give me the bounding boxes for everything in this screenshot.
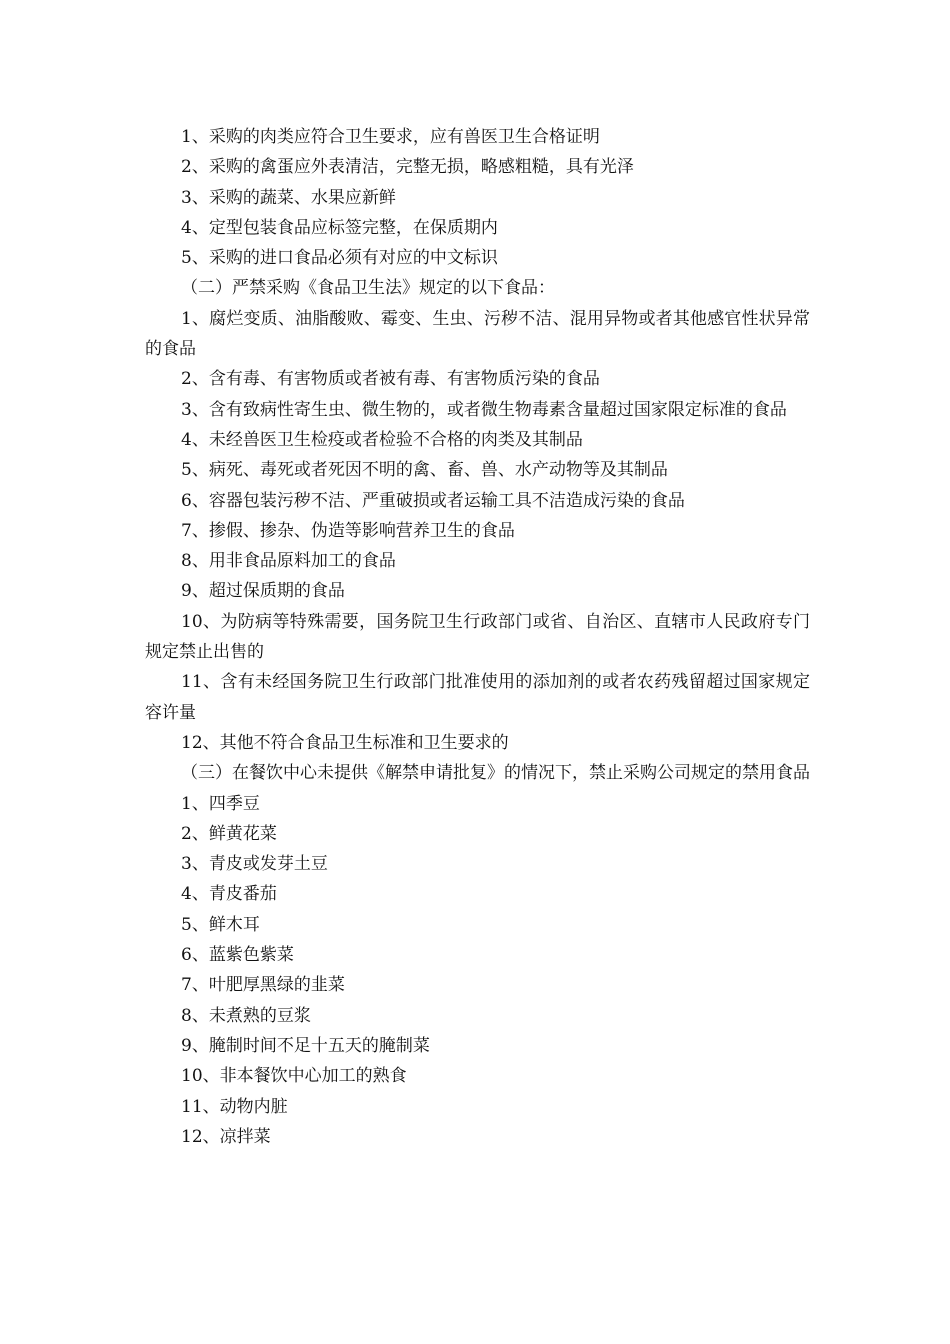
list-item: 6、容器包装污秽不洁、严重破损或者运输工具不洁造成污染的食品	[181, 490, 685, 511]
section-heading: （二）严禁采购《食品卫生法》规定的以下食品：	[181, 278, 555, 299]
list-item: 12、其他不符合食品卫生标准和卫生要求的	[181, 732, 509, 753]
list-item: 8、用非食品原料加工的食品	[181, 551, 396, 572]
list-item: 11、动物内脏	[181, 1096, 288, 1117]
list-item: 3、含有致病性寄生虫、微生物的，或者微生物毒素含量超过国家限定标准的食品	[181, 399, 787, 420]
list-item: 5、病死、毒死或者死因不明的禽、畜、兽、水产动物等及其制品	[181, 460, 668, 481]
list-item: 1、采购的肉类应符合卫生要求，应有兽医卫生合格证明	[181, 127, 600, 147]
section-heading: （三）在餐饮中心未提供《解禁申请批复》的情况下，禁止采购公司规定的禁用食品	[181, 763, 810, 784]
list-item: 11、含有未经国务院卫生行政部门批准使用的添加剂的或者农药残留超过国家规定容许量	[145, 672, 810, 723]
list-item: 4、定型包装食品应标签完整，在保质期内	[181, 217, 498, 238]
list-item: 7、掺假、掺杂、伪造等影响营养卫生的食品	[181, 520, 515, 541]
document-page	[145, 122, 810, 1152]
list-item: 2、采购的禽蛋应外表清洁，完整无损，略感粗糙，具有光泽	[181, 157, 634, 178]
list-item: 4、青皮番茄	[181, 884, 277, 905]
list-item: 12、凉拌菜	[181, 1126, 271, 1147]
list-item: 2、含有毒、有害物质或者被有毒、有害物质污染的食品	[181, 369, 600, 390]
list-item: 1、四季豆	[181, 793, 260, 814]
list-item: 1、腐烂变质、油脂酸败、霉变、生虫、污秽不洁、混用异物或者其他感官性状异常的食品	[145, 308, 810, 360]
list-item: 10、为防病等特殊需要，国务院卫生行政部门或省、自治区、直辖市人民政府专门规定禁止出售的	[145, 611, 810, 663]
list-item: 6、蓝紫色紫菜	[181, 945, 294, 966]
list-item: 3、青皮或发芽土豆	[181, 854, 328, 875]
list-item: 7、叶肥厚黑绿的韭菜	[181, 975, 345, 996]
list-item: 8、未煮熟的豆浆	[181, 1005, 311, 1026]
list-item: 9、超过保质期的食品	[181, 581, 345, 602]
list-item: 9、腌制时间不足十五天的腌制菜	[181, 1035, 430, 1056]
list-item: 4、未经兽医卫生检疫或者检验不合格的肉类及其制品	[181, 429, 583, 450]
list-item: 5、采购的进口食品必须有对应的中文标识	[181, 248, 498, 269]
list-item: 5、鲜木耳	[181, 914, 260, 935]
list-item: 10、非本餐饮中心加工的熟食	[181, 1066, 407, 1087]
list-item: 2、鲜黄花菜	[181, 823, 277, 844]
list-item: 3、采购的蔬菜、水果应新鲜	[181, 187, 396, 208]
